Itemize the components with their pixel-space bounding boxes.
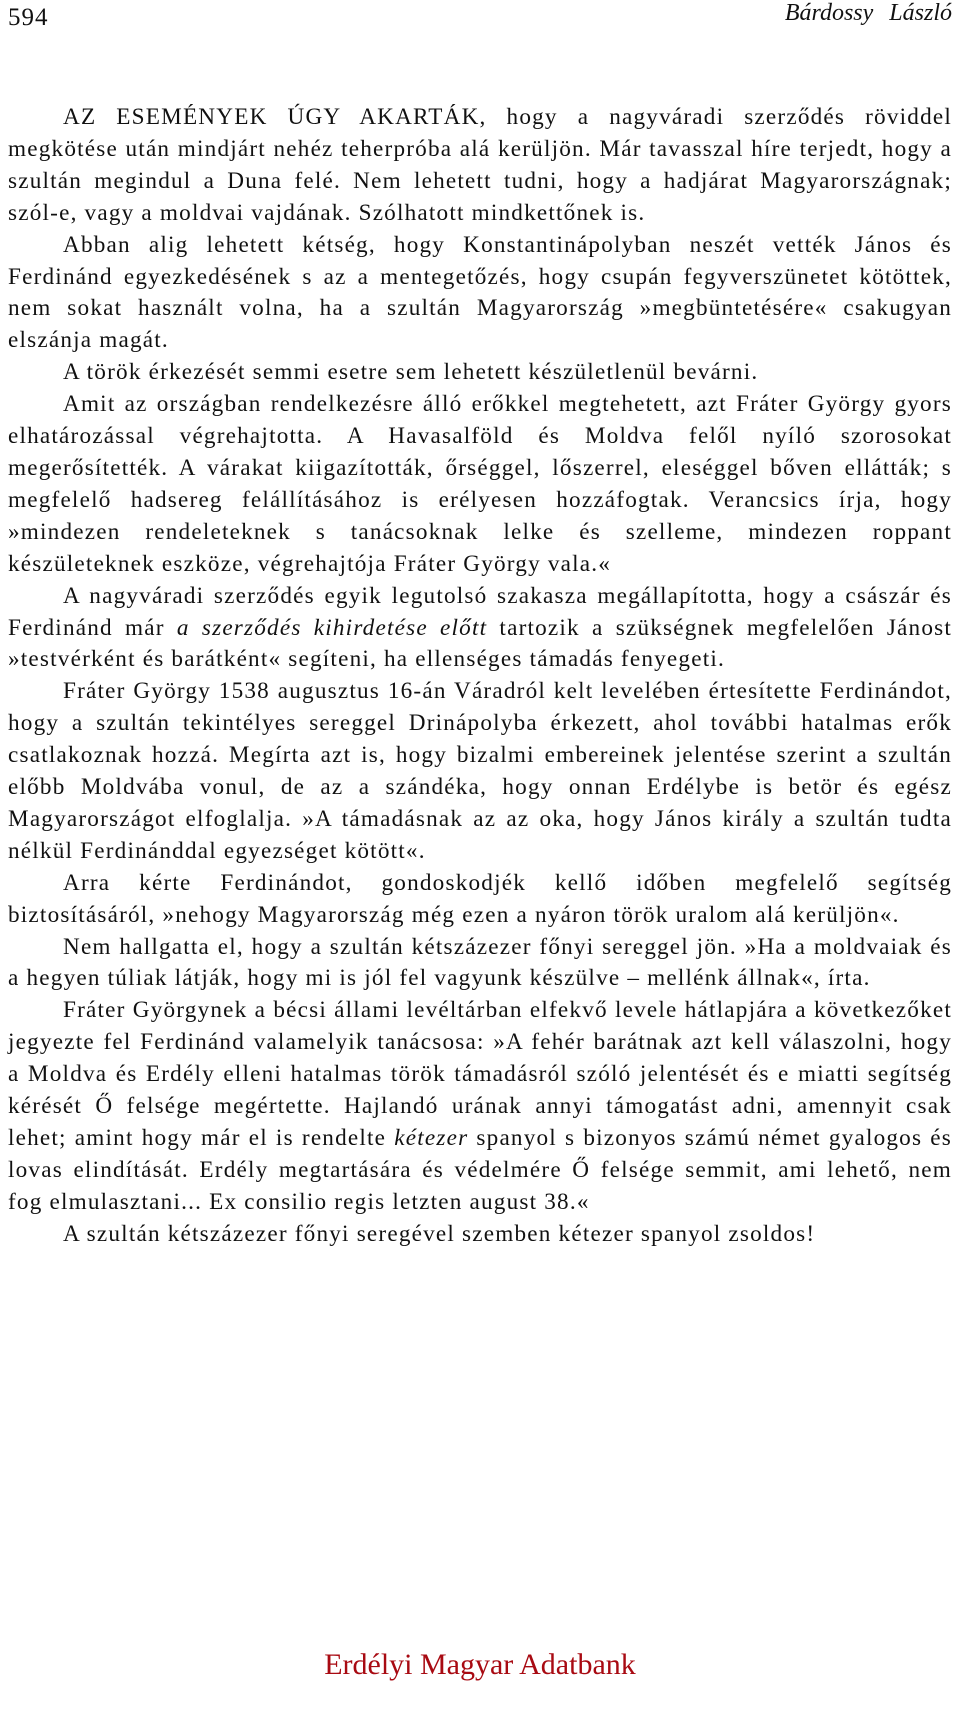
body-text [8,102,952,1251]
paragraph-text: A nagyváradi szerződés egyik legutolsó szakasza megállapította, hogy a császár és Ferdinánd már [8,582,952,641]
paragraph-text: tartozik a szükségnek megfelelően Jánost »testvérként és barátként« segíteni, ha ellenséges támadás fenyegeti. [8,614,952,673]
paragraph [8,581,952,677]
running-head: Bárdossy László [784,0,952,26]
paragraph: AZ ESEMÉNYEK ÚGY AKARTÁK, hogy a nagyváradi szerződés röviddel megkötése után mindjárt nehéz teherpróba alá kerüljön. Már tavasszal híre terjedt, hogy a szultán megindul a Duna felé. Nem lehetett tudni, hogy a hadjárat Magyarországnak; szól-e, vagy a moldvai vajdának. Szólhatott mindkettőnek is. [8,104,952,226]
italic-phrase: kétezer [394,1125,469,1151]
paragraph: Arra kérte Ferdinándot, gondoskodjék kellő időben megfelelő segítség biztosításáról, »nehogy Magyarország még ezen a nyáron török uralom alá kerüljön«. [8,869,952,928]
paragraph: A török érkezését semmi esetre sem lehetett készületlenül bevárni. [63,359,759,386]
paragraph-text: Fráter Györgynek a bécsi állami levéltárban elfekvő levele hátlapjára a következőket jegyezte fel Ferdinánd valamelyik tanácsosa: »A fehér barátnak azt kell válaszolni, hogy a Moldva és Erdély elleni hatalmas török támadásról szóló jelentését és e miatti segítség kérését Ő felsége megértette. Hajlandó urának annyi támogatást adni, amennyit csak lehet; amint hogy már el is rendelte [8,997,952,1151]
paragraph: A szultán kétszázezer főnyi seregével szemben kétezer spanyol zsoldos! [63,1220,816,1247]
paragraph: Fráter György 1538 augusztus 16-án Váradról kelt levelében értesítette Ferdinándot, hogy a szultán tekintélyes sereggel Drinápolyba érkezett, ahol további hatalmas erők csatlakoznak hozzá. Megírta azt is, hogy bizalmi embereinek jelentése szerint a szultán előbb Moldvába vonul, de az a szándéka, hogy onnan Erdélybe is betör és egész Magyarországot elfoglalja. »A támadásnak az az oka, hogy János király a szultán tudta nélkül Ferdinánddal egyezséget kötött«. [8,678,952,864]
italic-phrase: a szerződés kihirdetése előtt [176,614,488,641]
footer-watermark: Erdélyi Magyar Adatbank [324,1648,636,1681]
paragraph-text: spanyol s bizonyos számú német gyalogos és lovas elindítását. Erdély megtartására és védelmére Ő felsége semmit, ami lehető, nem fog elmulasztani... Ex consilio regis letzten august 38.« [8,1125,952,1215]
page-number: 594 [8,4,49,31]
paragraph: Amit az országban rendelkezésre álló erőkkel megtehetett, azt Fráter György gyors elhatározással végrehajtotta. A Havasalföld és Moldva felől nyíló szorosokat megerősítették. A várakat kiigazították, őrséggel, lőszerrel, eleséggel bőven ellátták; s megfelelő hadsereg felállításához is erélyesen hozzáfogtak. Verancsics írja, hogy »mindezen rendeleteknek s tanácsoknak lelke és szelleme, mindezen roppant készületeknek eszköze, végrehajtója Fráter György vala.« [8,391,952,577]
paragraph: Abban alig lehetett kétség, hogy Konstantinápolyban neszét vették János és Ferdinánd egyezkedésének s az a mentegetőzés, hogy csupán fegyverszünetet kötöttek, nem sokat használt volna, ha a szultán Magyarország »megbüntetésére« csakugyan elszánja magát. [8,231,952,354]
paragraph: Nem hallgatta el, hogy a szultán kétszázezer főnyi sereggel jön. »Ha a moldvaiak és a hegyen túliak látják, hogy mi is jól fel vagyunk készülve – mellénk állnak«, írta. [8,933,952,992]
paragraph [8,995,952,1218]
